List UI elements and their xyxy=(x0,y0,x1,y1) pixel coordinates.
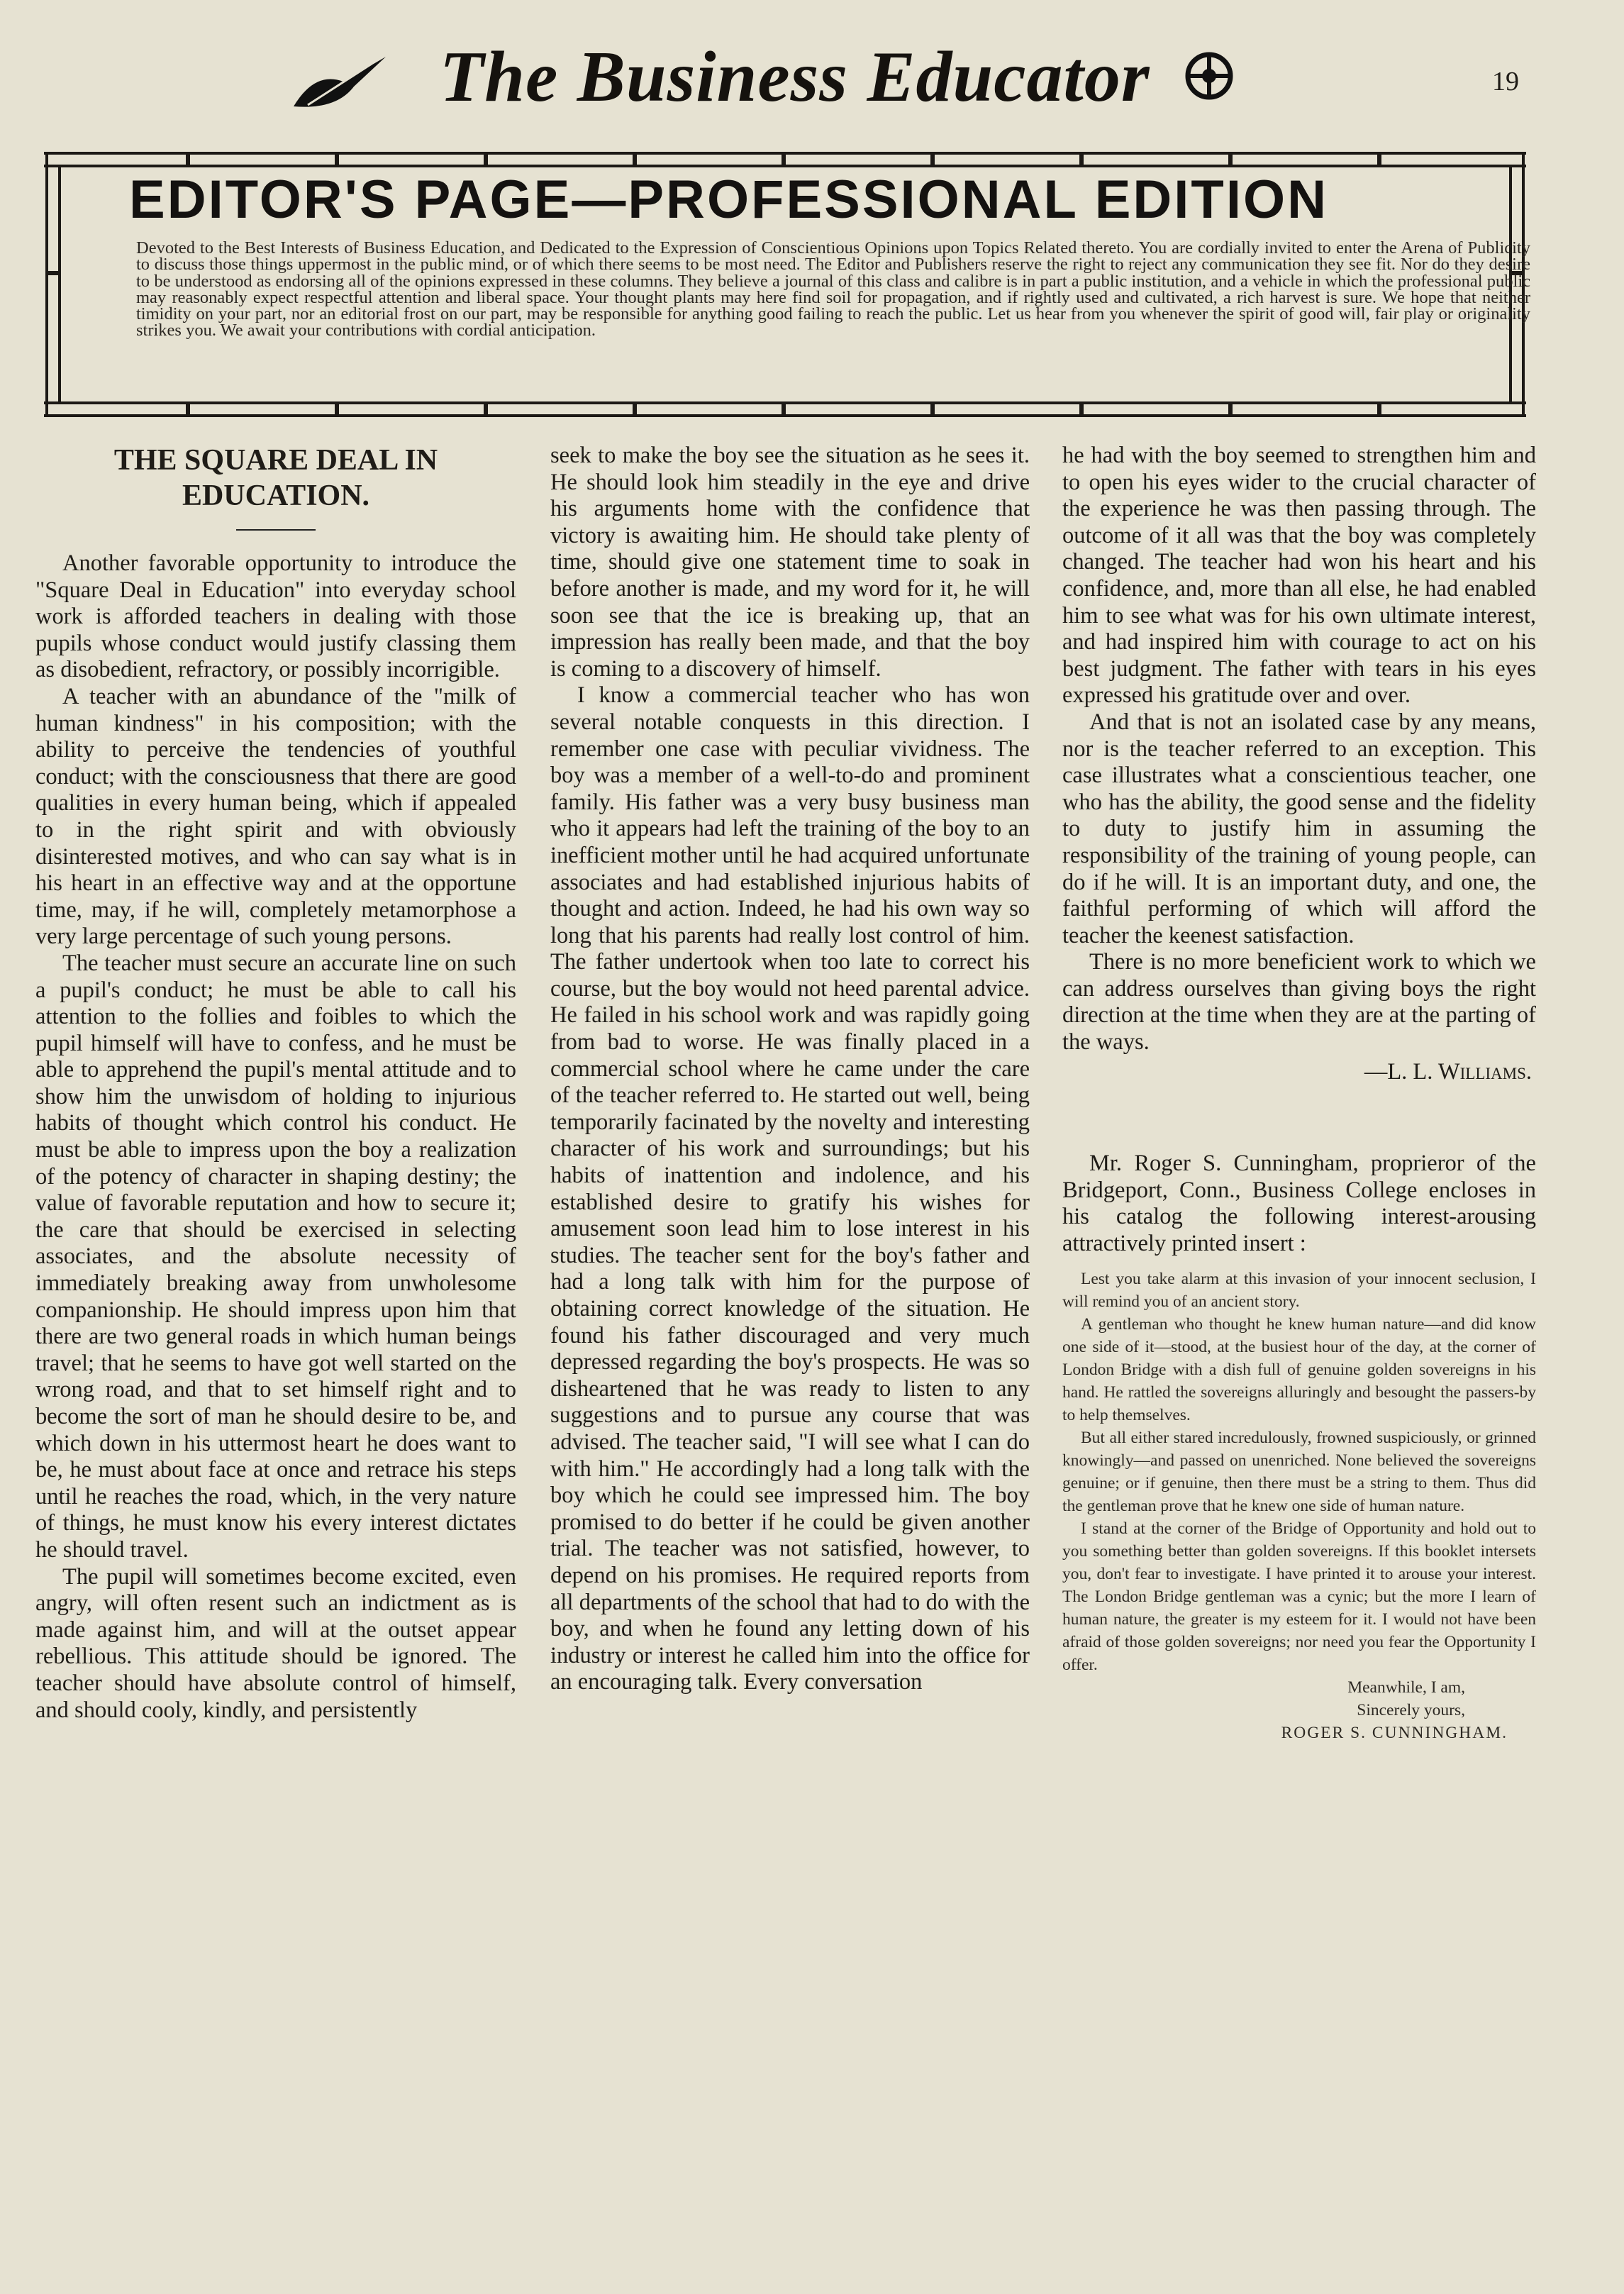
paragraph: he had with the boy seemed to strengthen him and to open his eyes wider to the crucial character of the experience he was then passing through. The outcome of it all was that the boy was completely changed. The teacher had won his heart and his confidence, and, more than all else, he had enabled him to see what was for his own ultimate interest, and had inspired him with courage to act on his best judgment. The father with tears in his eyes expressed his gratitude over and over. xyxy=(1062,443,1536,709)
masthead-title: The Business Educator xyxy=(440,37,1150,117)
article-title: THE SQUARE DEAL IN EDUCATION. xyxy=(113,444,438,512)
paragraph: Another favorable opportunity to introduce the "Square Deal in Education" into everyday school work is afforded teachers in dealing with those pupils whose conduct would justify classing them as disobedient, refractory, or possibly incorrigible. xyxy=(35,550,516,683)
insert-paragraph: But all either stared incredulously, frowned suspiciously, or grinned knowingly—and passed on unenriched. None believed the sovereigns genuine; or if genuine, then there must be a string to them. Thus did the gentleman prove that he knew one side of human nature. xyxy=(1062,1428,1536,1515)
paragraph: A teacher with an abundance of the "milk of human kindness" in his composition; with the ability to perceive the tendencies of youthful conduct; with the consciousness that there are good qualities in every human being, which if appealed to in the right spirit and with obviously disinterested motives, and who can say what is in his heart in an effective way and at the opportune time, may, if he will, completely metamorphose a very large percentage of such young persons. xyxy=(35,683,516,950)
page-number: 19 xyxy=(1492,67,1519,96)
paragraph: seek to make the boy see the situation as he sees it. He should look him steadily in the eye and drive his arguments home with the confidence that victory is awaiting him. He should take plenty of time, should give one statement time to soak in before another is made, and my word for it, he will soon see that the ice is breaking up, that an impression has really been made, and that the boy is coming to a discovery of himself. xyxy=(550,443,1030,682)
paragraph: There is no more beneficient work to which we can address ourselves than giving boys the right direction at the time when they are at the parting of the ways. xyxy=(1062,949,1536,1055)
paragraph: And that is not an isolated case by any means, nor is the teacher referred to an exception. This case illustrates what a conscientious teacher, one who has the ability, the good sense and the fidelity to duty to justify him in assuming the responsibility of the training of young people, can do if he will. It is an important duty, and one, the faithful performing of which will afford the teacher the keenest satisfaction. xyxy=(1062,709,1536,948)
editor-page-title: EDITOR'S PAGE—PROFESSIONAL EDITION xyxy=(129,170,1328,230)
catalog-insert xyxy=(1062,1268,1536,1744)
quill-icon xyxy=(287,43,393,113)
insert-paragraph: I stand at the corner of the Bridge of Opportunity and hold out to you something better than golden sovereigns. If this booklet intersets you, don't fear to investigate. I have printed it to arouse your interest. The London Bridge gentleman was a cynic; but the more I learn of human nature, the greater is my esteem for it. I would not have been afraid of those golden sovereigns; nor need you fear the Opportunity I offer. xyxy=(1062,1519,1536,1674)
insert-paragraph: A gentleman who thought he knew human nature—and did know one side of it—stood, at the busiest hour of the day, at the corner of London Bridge with a dish full of genuine golden sovereigns in his hand. He rattled the sovereigns alluringly and besought the passers-by to help themselves. xyxy=(1062,1314,1536,1424)
insert-signature: ROGER S. CUNNINGHAM. xyxy=(1281,1723,1508,1742)
paragraph: The teacher must secure an accurate line on such a pupil's conduct; he must be able to call his attention to the follies and foibles to which the pupil himself will have to confess, and he must be able to apprehend the pupil's mental attitude and to show him the unwisdom of holding to injurious habits of thought which control his conduct. He must be able to impress upon the boy a realization of the potency of character in shaping destiny; the value of favorable reputation and how to secure it; the care that should be exercised in selecting associates, and the absolute necessity of immediately breaking away from unwholesome companionship. He should impress upon him that there are two general roads in which human beings travel; that he seems to have got well started on the wrong road, and that to set himself right and to become the sort of man he should desire to be, and which down in his uttermost heart he does want to be, he must about face at once and retrace his steps until he reaches the road, which, in the very nature of things, he must know his every interest dictates he should travel. xyxy=(35,950,516,1563)
insert-closing: Sincerely yours, xyxy=(1357,1700,1465,1719)
insert-closing: Meanwhile, I am, xyxy=(1347,1678,1465,1697)
insert-paragraph: Lest you take alarm at this invasion of your innocent seclusion, I will remind you of an ancient story. xyxy=(1062,1269,1536,1311)
column-2 xyxy=(550,443,1030,1696)
article-signature: —L. L. Williams. xyxy=(1364,1058,1532,1085)
editor-page-box xyxy=(44,150,1530,419)
title-rule xyxy=(236,529,316,531)
column-3 xyxy=(1062,443,1536,1744)
paragraph: The pupil will sometimes become excited, even angry, will often resent such an indictment as is made against him, and will at the outset appear rebellious. This attitude should be ignored. The teacher should have absolute control of himself, and should cooly, kindly, and persistently xyxy=(35,1563,516,1723)
editor-page-description: Devoted to the Best Interests of Business Education, and Dedicated to the Expression of Conscientious Opinions upon Topics Related thereto. You are cordially invited to enter the Arena of Publicity to discuss those things uppermost in the public mind, or of which there seems to be most need. The Editor and Publishers reserve the right to reject any communication they see fit. Nor do they desire to be understood as endorsing all of the opinions expressed in these columns. They believe a journal of this class and calibre is in part a public institution, and a vehicle in which the professional public may reasonably expect respectful attention and liberal space. Your thought plants may here find soil for propagation, and if rightly used and cultivated, a rich harvest is sure. We hope that neither timidity on your part, nor an editorial frost on our part, may be responsible for anything good failing to reach the public. Let us hear from you whenever the spirit of good will, fair play or originality strikes you. We await your contributions with cordial anticipation. xyxy=(136,238,1530,340)
paragraph: I know a commercial teacher who has won several notable conquests in this direction. I remember one case with peculiar vividness. The boy was a member of a well-to-do and prominent family. His father was a very busy business man who it appears had left the training of the boy to an inefficient mother until he had acquired unfortunate associates and had established injurious habits of thought and action. Indeed, he had his own way so long that his parents had really lost control of him. The father undertook when too late to correct his course, but the boy would not heed parental advice. He failed in his school work and was rapidly going from bad to worse. He was finally placed in a commercial school where he came under the care of the teacher referred to. He started out well, being temporarily facinated by the novelty and interesting character of his work and surroundings; but his habits of inattention and indolence, and his established desire to gratify his wishes for amusement soon lead him to lose interest in his studies. The teacher sent for the boy's father and had a long talk with him for the purpose of obtaining correct knowledge of the situation. He found his father discouraged and very much depressed regarding the boy's prospects. He was so disheartened that he was ready to listen to any suggestions and to pursue any course that was advised. The teacher said, "I will see what I can do with him." He accordingly had a long talk with the boy which he could see impressed him. The boy promised to do better if he could be given another trial. The teacher was not satisfied, however, to depend on his promises. He required reports from all departments of the school that had to do with the boy, and when he found any letting down of his industry or interest he called him into the office for an encouraging talk. Every conversation xyxy=(550,682,1030,1695)
masthead xyxy=(0,37,1624,122)
column-1 xyxy=(35,443,516,1724)
emblem-icon xyxy=(1177,44,1241,108)
notice-intro: Mr. Roger S. Cunningham, proprieror of the Bridgeport, Conn., Business College encloses in his catalog the following interest-arousing attractively printed insert : xyxy=(1062,1151,1536,1257)
